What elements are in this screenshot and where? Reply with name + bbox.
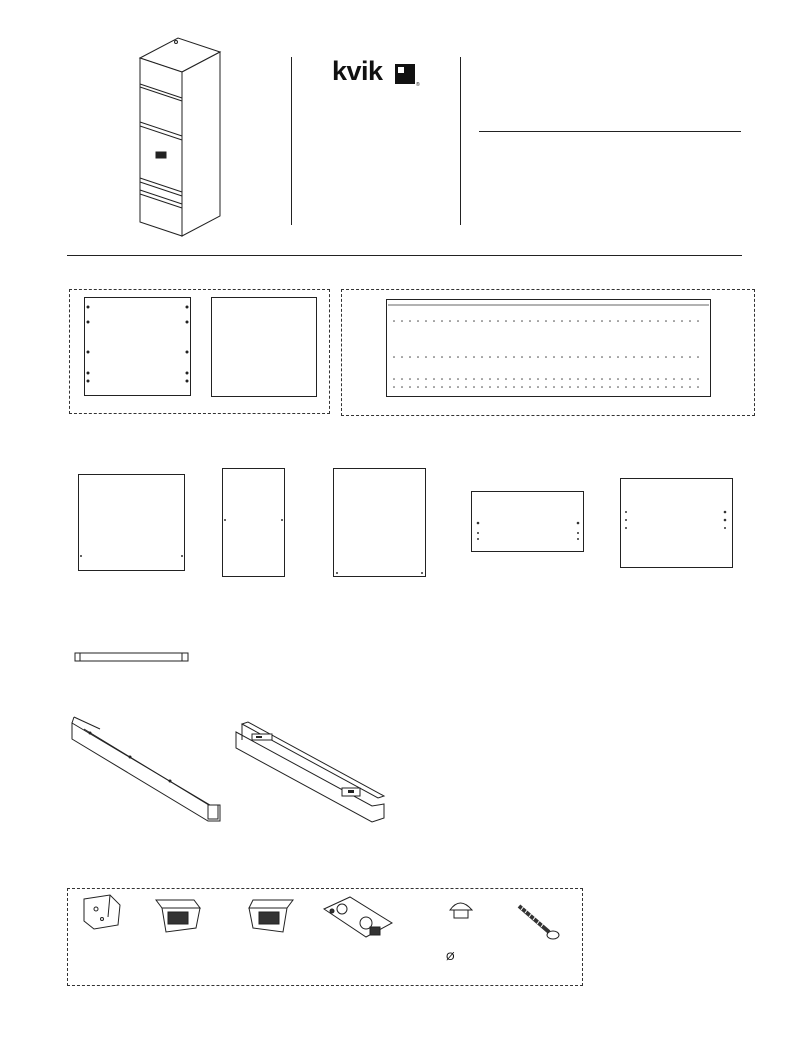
brand-logo-text: kvik xyxy=(332,56,383,86)
drawer-slide-rail-right-icon xyxy=(232,718,392,828)
cam-fitting-icon xyxy=(320,893,395,943)
hanging-rod-icon xyxy=(74,652,190,664)
cap-icon xyxy=(446,898,476,924)
cap-diameter-symbol: Ø xyxy=(446,951,455,963)
screw-icon xyxy=(515,900,563,942)
registered-mark: ® xyxy=(416,82,420,88)
bracket-left-icon xyxy=(80,893,125,931)
drawer-clip-right-icon xyxy=(247,894,295,936)
drawer-clip-left-icon xyxy=(154,894,202,936)
drawer-slide-rail-left-icon xyxy=(70,715,225,825)
